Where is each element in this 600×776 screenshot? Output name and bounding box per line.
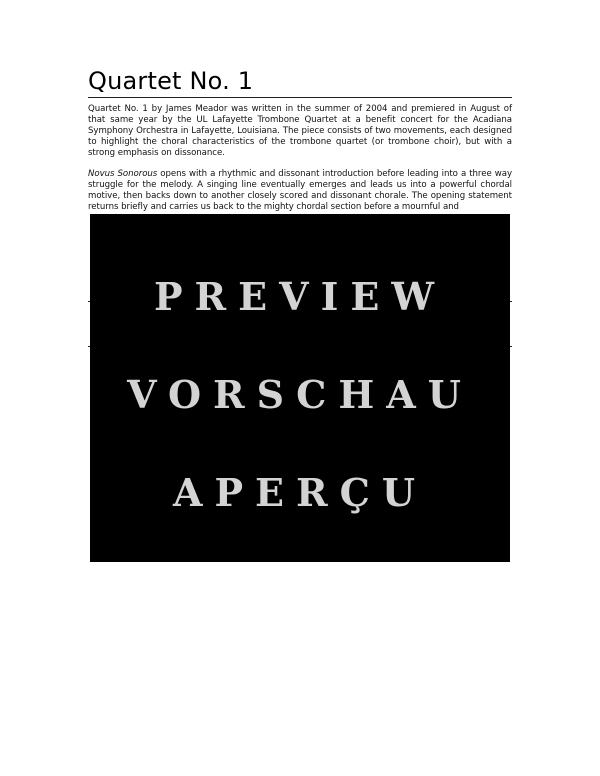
movement-1-description: opens with a rhythmic and dissonant introduction before leading into a three way struggle for the melody. A singing line eventually emerges and leads us into a powerful chordal motive, then backs down to another closely scored and dissonant chorale. The opening statement returns briefly and carries us back to the mighty chordal section before a mournful and — [88, 169, 512, 212]
watermark-preview: PREVIEW — [153, 274, 447, 319]
page-title: Quartet No. 1 — [88, 67, 254, 95]
hidden-rule-right-2 — [510, 346, 512, 347]
paragraph-movement-1 — [88, 169, 512, 213]
document-page — [88, 66, 512, 223]
paragraph-intro: Quartet No. 1 by James Meador was written in the summer of 2004 and premiered in August of that same year by the UL Lafayette Trombone Quartet at a benefit concert for the Acadiana Symphony Orchestra in Lafayette, Louisiana. The piece consists of two movements, each designed to highlight the choral characteristics of the trombone quartet (or trombone choir), but with a strong emphasis on dissonance. — [88, 104, 512, 158]
movement-title: Novus Sonorous — [88, 169, 158, 179]
hidden-rule-right — [510, 301, 512, 302]
title-divider — [88, 97, 512, 98]
preview-watermark-overlay — [90, 214, 510, 562]
watermark-vorschau: VORSCHAU — [127, 372, 473, 417]
watermark-apercu: APERÇU — [173, 470, 427, 515]
